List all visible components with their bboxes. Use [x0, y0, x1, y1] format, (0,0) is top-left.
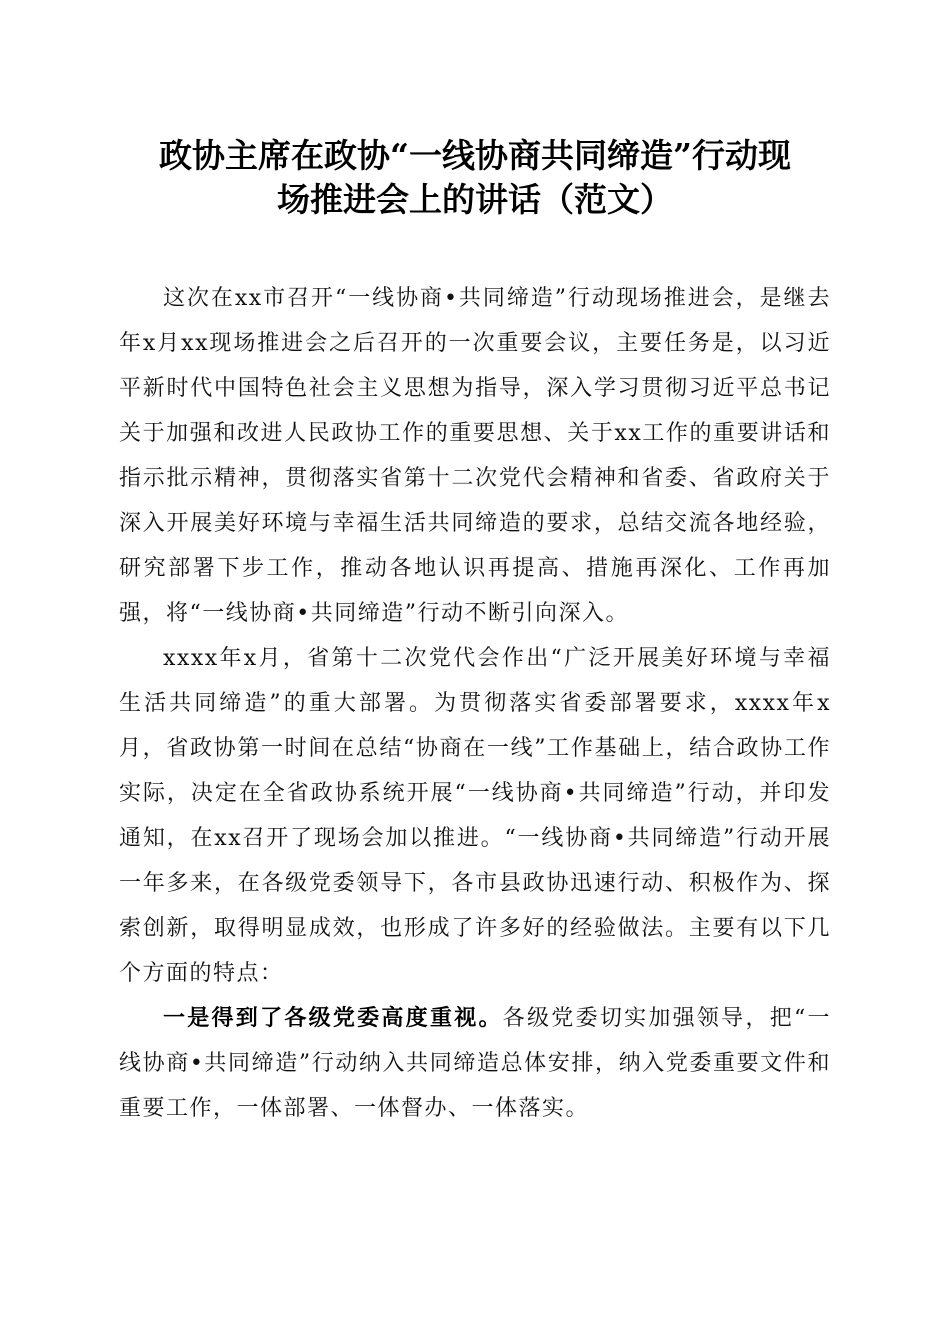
point-1-text: 各级党委切实加强领导，把“一线协商•共同缔造”行动纳入共同缔造总体安排，纳入党委重要文件和重要工作，一体部署、一体督办、一体落实。 — [119, 1006, 831, 1121]
title-line-2: 场推进会上的讲话（范文） — [277, 180, 673, 219]
document-title — [110, 134, 840, 222]
document-body — [119, 276, 831, 1131]
title-line-1: 政协主席在政协“一线协商共同缔造”行动现 — [159, 136, 791, 175]
paragraph-1: 这次在xx市召开“一线协商•共同缔造”行动现场推进会，是继去年x月xx现场推进会之后召开的一次重要会议，主要任务是，以习近平新时代中国特色社会主义思想为指导，深入学习贯彻习近平总书记关于加强和改进人民政协工作的重要思想、关于xx工作的重要讲话和指示批示精神，贯彻落实省第十二次党代会精神和省委、省政府关于深入开展美好环境与幸福生活共同缔造的要求，总结交流各地经验，研究部署下步工作，推动各地认识再提高、措施再深化、工作再加强，将“一线协商•共同缔造”行动不断引向深入。 — [119, 286, 831, 626]
paragraph-2: xxxx年x月，省第十二次党代会作出“广泛开展美好环境与幸福生活共同缔造”的重大部署。为贯彻落实省委部署要求，xxxx年x月，省政协第一时间在总结“协商在一线”工作基础上，结合政协工作实际，决定在全省政协系统开展“一线协商•共同缔造”行动，并印发通知，在xx召开了现场会加以推进。“一线协商•共同缔造”行动开展一年多来，在各级党委领导下，各市县政协迅速行动、积极作为、探索创新，取得明显成效，也形成了许多好的经验做法。主要有以下几个方面的特点： — [119, 646, 831, 986]
point-1-lead: 一是得到了各级党委高度重视。 — [163, 1005, 503, 1031]
paragraph-3 — [119, 996, 831, 1131]
